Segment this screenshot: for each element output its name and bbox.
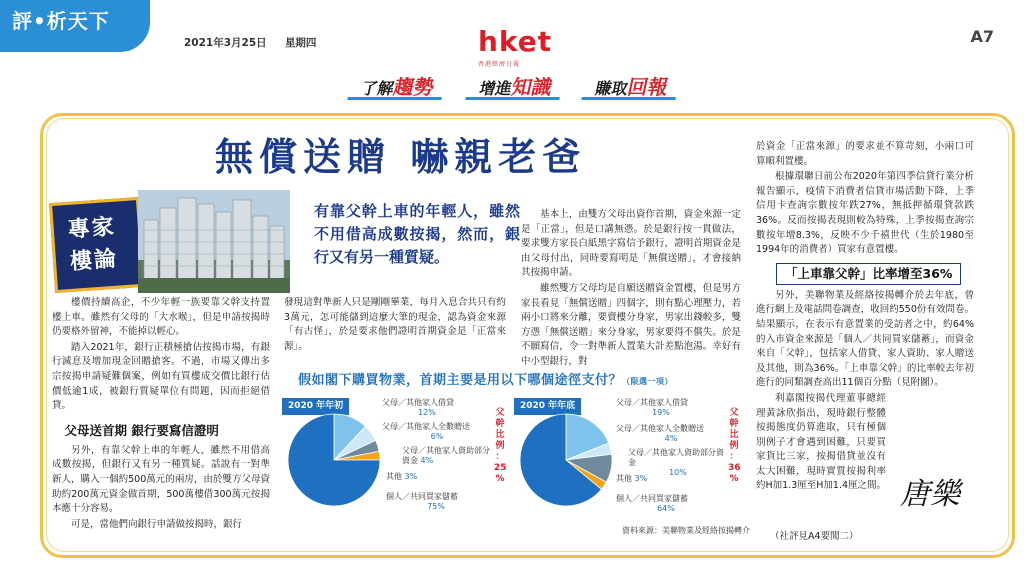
slogan-1 (347, 74, 447, 100)
pie2-label-gift-text: 父母／其他家人全數贈送 (616, 424, 704, 433)
badge-line-1: 專家 (67, 214, 117, 243)
pie1-label-other-text: 其他 (386, 472, 402, 481)
pie1-label-aid-text: 父母／其他家人資助部分資金 (402, 446, 490, 465)
ratio2-c0: 父 (729, 408, 739, 418)
author-signature: 唐樂 (900, 477, 960, 512)
headline: 無償送贈 嚇親老爸 (215, 134, 587, 179)
ratio1-c5: 25 (494, 463, 507, 473)
pie1-label-aid: 父母／其他家人資助部分資金 4% (402, 446, 490, 465)
col1-para-4: 可是，當他們向銀行申請做按揭時，銀行 (71, 518, 243, 530)
pie2-label-saving-text: 個人／共同買家儲蓄 (616, 494, 688, 503)
ratio2-c6: % (729, 474, 739, 484)
col4-para-4: 利嘉閣按揭代理董事總經理黃詠欣指出，現時銀行整體按揭態度仍算進取，只有極個別例子才會遇到困難，只要買家貨比三家，按揭借貸並沒有太大困難，現時實質按揭利率約H加1.3厘至H加1.4厘之間。 (756, 392, 887, 492)
pie2-label-loan (616, 398, 706, 418)
ratio2-c3: 例 (729, 441, 739, 451)
pie2-value-gift-num: 4 (664, 434, 670, 443)
pie2-label-saving (616, 494, 716, 514)
ratio2-c2: 比 (729, 430, 739, 440)
col1-para-2: 踏入2021年，銀行正積極搶佔按揭市場，有銀行減息及增加現金回贈搶客。不過，市場又傳出多宗按揭申請疑難個案，例如有買樓成交價比銀行估價低逾1成，被銀行質疑單位有問題，因而拒絕借貸。 (52, 341, 270, 412)
pie1-label-gift-text: 父母／其他家人全數贈送 (382, 422, 470, 431)
column-4 (756, 140, 974, 495)
slogan-3-em: 回報 (625, 75, 671, 99)
pie1-value-saving-num: 75 (427, 502, 438, 511)
slogan-2-pre: 增進 (477, 79, 514, 98)
slogan-3-pre: 賺取 (593, 79, 630, 98)
col1-para-1: 樓價持續高企，不少年輕一族要靠父幹支持置樓上車。雖然有父母的「大水喉」，但是申請按揭時仍要格外留神，不能掉以輕心。 (52, 297, 270, 338)
pie-1 (286, 412, 382, 508)
slogan-1-pre: 了解 (359, 79, 396, 98)
hket-logo-sub: 香港經濟日報 (478, 61, 521, 68)
chart-title-note: （限選一項） (622, 377, 674, 386)
pie2-label-gift (616, 424, 726, 444)
column-3 (521, 208, 741, 371)
pie-2 (518, 412, 614, 508)
pie1-value-loan-num: 12 (418, 408, 429, 417)
pie1-parent-ratio (494, 408, 506, 485)
pie2-label-other-text: 其他 (616, 474, 632, 483)
ratio1-c2: 比 (495, 430, 505, 440)
badge-line-2: 樓論 (69, 246, 119, 275)
ratio2-c4: ： (729, 452, 739, 462)
ratio1-c0: 父 (495, 408, 505, 418)
date-text: 2021年3月25日 (184, 37, 267, 49)
chart-title (298, 374, 673, 390)
ratio2-c1: 幹 (729, 419, 739, 429)
col3-para-2: 雖然雙方父母均是自願送贈資金置樓，但是男方家長看見「無償送贈」四個字，則有點心理壓力，若兩小口將來分離，要賣樓分身家，男家出錢較多，雙方憑「無償送贈」來分身家，男家要得不償失。於是不願寫信，令一對準新人置業大計差點泡湯。幸好有中小型銀行，對 (521, 282, 741, 367)
pie2-parent-ratio (728, 408, 740, 485)
ratio1-c6: % (495, 474, 505, 484)
slogan-2-em: 知識 (509, 75, 555, 99)
building-photo (138, 190, 290, 293)
chart-2-year: 2020 年年底 (514, 398, 581, 415)
pie1-label-loan (382, 398, 472, 418)
survey-chart (282, 372, 762, 540)
section-tag: 評•析天下 (0, 0, 150, 52)
hket-logo: hket (478, 25, 553, 58)
footnote: （社評見A4要聞二） (770, 531, 859, 542)
pie2-value-saving: 64% (657, 504, 675, 513)
pie1-label-loan-text: 父母／其他家人借貸 (382, 398, 454, 407)
col4-para-2: 根據環聯日前公布2020年第四季信貸行業分析報告顯示，疫情下消費者信貸市場活動下降，上季信用卡查詢宗數按年跌27%，無抵押循環貸款跌36%。反而按揭表現則較為特殊，上季按揭查詢宗數按年增8.3%，反映不少千禧世代（生於1980至1994年的消費者）買家有意置樓。 (756, 171, 974, 256)
column-1 (52, 296, 270, 533)
weekday-text: 星期四 (284, 37, 317, 49)
column-badge (49, 197, 145, 293)
pie1-value-aid-num: 4 (420, 456, 426, 465)
pie2-value-other-num: 3 (634, 474, 640, 483)
pie1-label-saving-text: 個人／共同買家儲蓄 (386, 492, 458, 501)
col4-para-1: 於資金「正當來源」的要求並不算苛刻，小兩口可算順利置樓。 (756, 141, 974, 167)
pie2-value-aid-num: 10 (669, 468, 680, 477)
chart-source: 資料來源：美聯物業及經絡按揭轉介 (622, 526, 750, 535)
col4-para-3: 另外，美聯物業及經絡按揭轉介於去年底，曾進行網上及電話問卷調查，收回約550份有效問卷。結果顯示，在表示有意置業的受訪者之中，約64%的入市資金來源是「個人／共同買家儲蓄」，而資金來自「父幹」，包括家人借貸、家人資助、家人贈送及其他，則為36%。「上車靠父幹」的比率較去年初進行的同類調查高出11個百分點（見附圖）。 (756, 289, 974, 389)
pie1-label-other: 其他 3% (386, 472, 418, 481)
chart-title-text: 假如閣下購買物業，首期主要是用以下哪個途徑支付？ (298, 373, 623, 388)
pie1-label-saving (386, 492, 486, 512)
pie2-value-aid: 10% (669, 468, 687, 477)
pie1-value-saving: 75% (427, 502, 445, 511)
chart-1-year: 2020 年年初 (282, 398, 349, 415)
slogan-2 (465, 74, 565, 100)
pie1-value-gift-num: 6 (430, 432, 436, 441)
pie2-label-loan-text: 父母／其他家人借貸 (616, 398, 688, 407)
slogan-1-em: 趨勢 (391, 75, 437, 99)
pie1-label-gift (382, 422, 492, 442)
pie2-value-loan-num: 19 (652, 408, 663, 417)
pie2-value-gift: 4% (664, 434, 678, 443)
pie1-value-other-num: 3 (404, 472, 410, 481)
col1-para-3: 另外，有靠父幹上車的年輕人，雖然不用借高成數按揭，但銀行又有另一種質疑。話說有一對準新人，購入一個約500萬元的兩房，由於雙方父母資助約200萬元資金做首期，500萬樓借300萬元按揭本應十分容易。 (52, 444, 270, 515)
pie2-value-loan: 19% (652, 408, 670, 417)
pie2-value-saving-num: 64 (657, 504, 668, 513)
issue-date (184, 36, 316, 51)
ratio1-c1: 幹 (495, 419, 505, 429)
pie1-value-gift: 6% (430, 432, 444, 441)
col1-subhead: 父母送首期 銀行要寫信證明 (64, 422, 219, 438)
slogan-3 (581, 74, 681, 100)
lead-paragraph: 有靠父幹上車的年輕人，雖然不用借高成數按揭，然而，銀行又有另一種質疑。 (314, 202, 520, 266)
pie1-value-loan: 12% (418, 408, 436, 417)
ratio2-c5: 36 (728, 463, 741, 473)
column-2 (284, 296, 506, 355)
col2-para-1: 發現這對準新人只是剛剛畢業，每月入息合共只有約3萬元，怎可能儲到這麼大筆的現金，認為資金來源「有古怪」，於是要求他們證明首期資金是「正當來源」。 (284, 297, 506, 352)
col4-subhead: 「上車靠父幹」比率增至36% (776, 263, 961, 285)
pie2-label-other: 其他 3% (616, 474, 648, 483)
ratio1-c3: 例 (495, 441, 505, 451)
pie2-label-aid-text: 父母／其他家人資助部分資金 (628, 448, 724, 467)
page-number: A7 (970, 27, 994, 46)
ratio1-c4: ： (495, 452, 505, 462)
col3-para-1: 基本上，由雙方父母出資作首期，資金來源一定是「正當」，但是口講無憑。於是銀行按一貫做法，要求雙方家長白紙黑字寫信予銀行，證明首期資金是由父母付出，同時要寫明是「無償送贈」，才會接納其按揭申請。 (521, 209, 741, 279)
